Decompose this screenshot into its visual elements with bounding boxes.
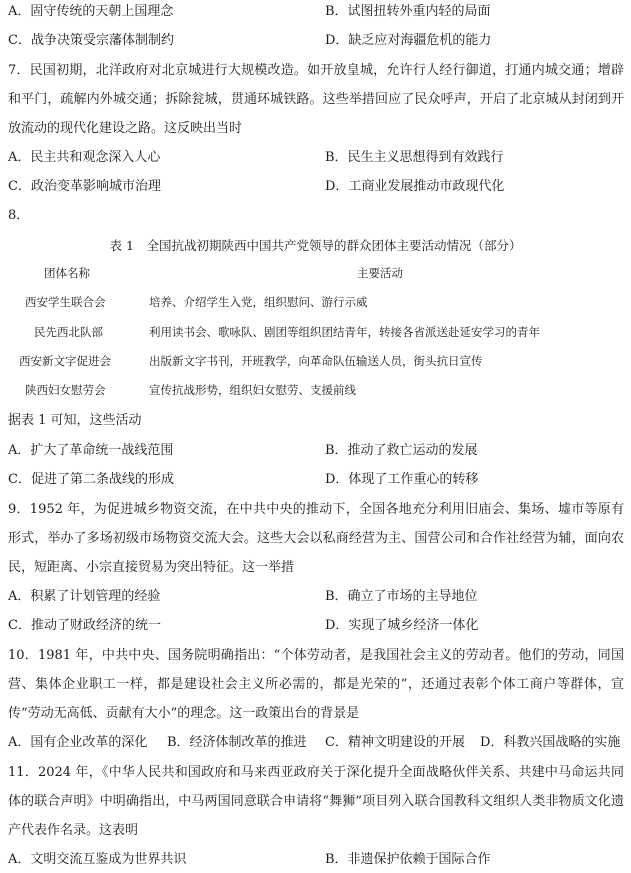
q8-number: 8． <box>8 208 30 223</box>
q6-option-a[interactable]: A．固守传统的天朝上国理念 <box>8 4 174 19</box>
q11-options-row-1 <box>8 850 623 870</box>
table-row-1-activity: 培养、介绍学生入党，组织慰问、游行示威 <box>149 295 368 309</box>
q9-option-b[interactable]: B．确立了市场的主导地位 <box>325 589 478 604</box>
q6-options-row-1 <box>8 2 623 22</box>
q7-option-a[interactable]: A．民主共和观念深入人心 <box>8 150 161 165</box>
q10-option-d[interactable]: D．科教兴国战略的实施 <box>480 735 621 750</box>
q7-options-row-2 <box>8 177 623 197</box>
q10-option-b[interactable]: B．经济体制改革的推进 <box>167 735 307 750</box>
q8-option-a[interactable]: A．扩大了革命统一战线范围 <box>8 443 174 458</box>
q11-option-b[interactable]: B．非遗保护依赖于国际合作 <box>325 852 491 867</box>
q7-stem: 7．民国初期，北洋政府对北京城进行大规模改造。如开放皇城，允许行人经行御道，打通内城交通；增辟和平门，疏解内外城交通；拆除瓮城，贯通环城铁路。这些举措回应了民众呼声，开启了北京城从封闭到开放流动的现代化建设之路。这反映出当时 <box>8 63 624 136</box>
q8-options-row-1 <box>8 441 623 461</box>
q8-prompt: 据表 1 可知，这些活动 <box>8 413 142 428</box>
q11-option-a[interactable]: A．文明交流互鉴成为世界共识 <box>8 852 187 867</box>
q7-option-b[interactable]: B．民生主义思想得到有效践行 <box>325 150 504 165</box>
q10-option-c[interactable]: C．精神文明建设的开展 <box>325 735 465 750</box>
q9-stem: 9．1952 年，为促进城乡物资交流，在中共中央的推动下，全国各地充分利用旧庙会、集场、墟市等原有形式，举办了多场初级市场物资交流大会。这些大会以私商经营为主、国营公司和合作社经营为辅，面向农民，短距离、小宗直接贸易为突出特征。这一举措 <box>8 502 624 575</box>
table-row-4-activity: 宣传抗战形势，组织妇女慰劳、支援前线 <box>149 383 356 397</box>
q7-option-c[interactable]: C．政治变革影响城市治理 <box>8 179 161 194</box>
q8-option-b[interactable]: B．推动了救亡运动的发展 <box>325 443 478 458</box>
q10-stem: 10．1981 年，中共中央、国务院明确指出：“个体劳动者，是我国社会主义的劳动者。他们的劳动，同国营、集体企业职工一样，都是建设社会主义所必需的，都是光荣的”，还通过表彰个体工商户等群体，宣传“劳动无高低、贡献有大小”的理念。这一政策出台的背景是 <box>8 648 624 721</box>
q9-option-d[interactable]: D．实现了城乡经济一体化 <box>325 618 479 633</box>
q9-options-row-1 <box>8 587 623 607</box>
q8-option-c[interactable]: C．促进了第二条战线的形成 <box>8 472 174 487</box>
q8-option-d[interactable]: D．体现了工作重心的转移 <box>325 472 479 487</box>
table-caption: 表 1 全国抗战初期陕西中国共产党领导的群众团体主要活动情况（部分） <box>109 238 522 253</box>
table-header-name: 团体名称 <box>44 266 90 280</box>
q6-option-c[interactable]: C．战争决策受宗藩体制制约 <box>8 33 174 48</box>
q7-option-d[interactable]: D．工商业发展推动市政现代化 <box>325 179 505 194</box>
q6-options-row-2 <box>8 31 623 51</box>
table-row-3-activity: 出版新文字书刊，开班教学，向革命队伍输送人员，街头抗日宣传 <box>149 354 483 368</box>
q9-option-a[interactable]: A．积累了计划管理的经验 <box>8 589 161 604</box>
q11-stem: 11．2024 年，《中华人民共和国政府和马来西亚政府关于深化提升全面战略伙伴关系、共建中马命运共同体的联合声明》中明确指出，中马两国同意联合申请将“舞狮”项目列入联合国教科文组织人类非物质文化遗产代表作名录。这表明 <box>8 765 624 838</box>
q10-options-row <box>8 733 628 753</box>
table-row-1-name: 西安学生联合会 <box>25 295 106 309</box>
q6-option-d[interactable]: D．缺乏应对海疆危机的能力 <box>325 33 492 48</box>
q6-option-b[interactable]: B．试图扭转外重内轻的局面 <box>325 4 491 19</box>
q7-options-row-1 <box>8 148 623 168</box>
table-row-2-name: 民先西北队部 <box>34 325 103 339</box>
table-row-4-name: 陕西妇女慰劳会 <box>25 383 106 397</box>
table-row-3-name: 西安新文字促进会 <box>19 354 111 368</box>
q9-options-row-2 <box>8 616 623 636</box>
q10-option-a[interactable]: A．国有企业改革的深化 <box>8 735 148 750</box>
table-header-activity: 主要活动 <box>357 266 403 280</box>
table-row-2-activity: 利用读书会、歌咏队、剧团等组织团结青年，转接各省派送赴延安学习的青年 <box>149 325 540 339</box>
q8-options-row-2 <box>8 470 623 490</box>
q9-option-c[interactable]: C．推动了财政经济的统一 <box>8 618 161 633</box>
